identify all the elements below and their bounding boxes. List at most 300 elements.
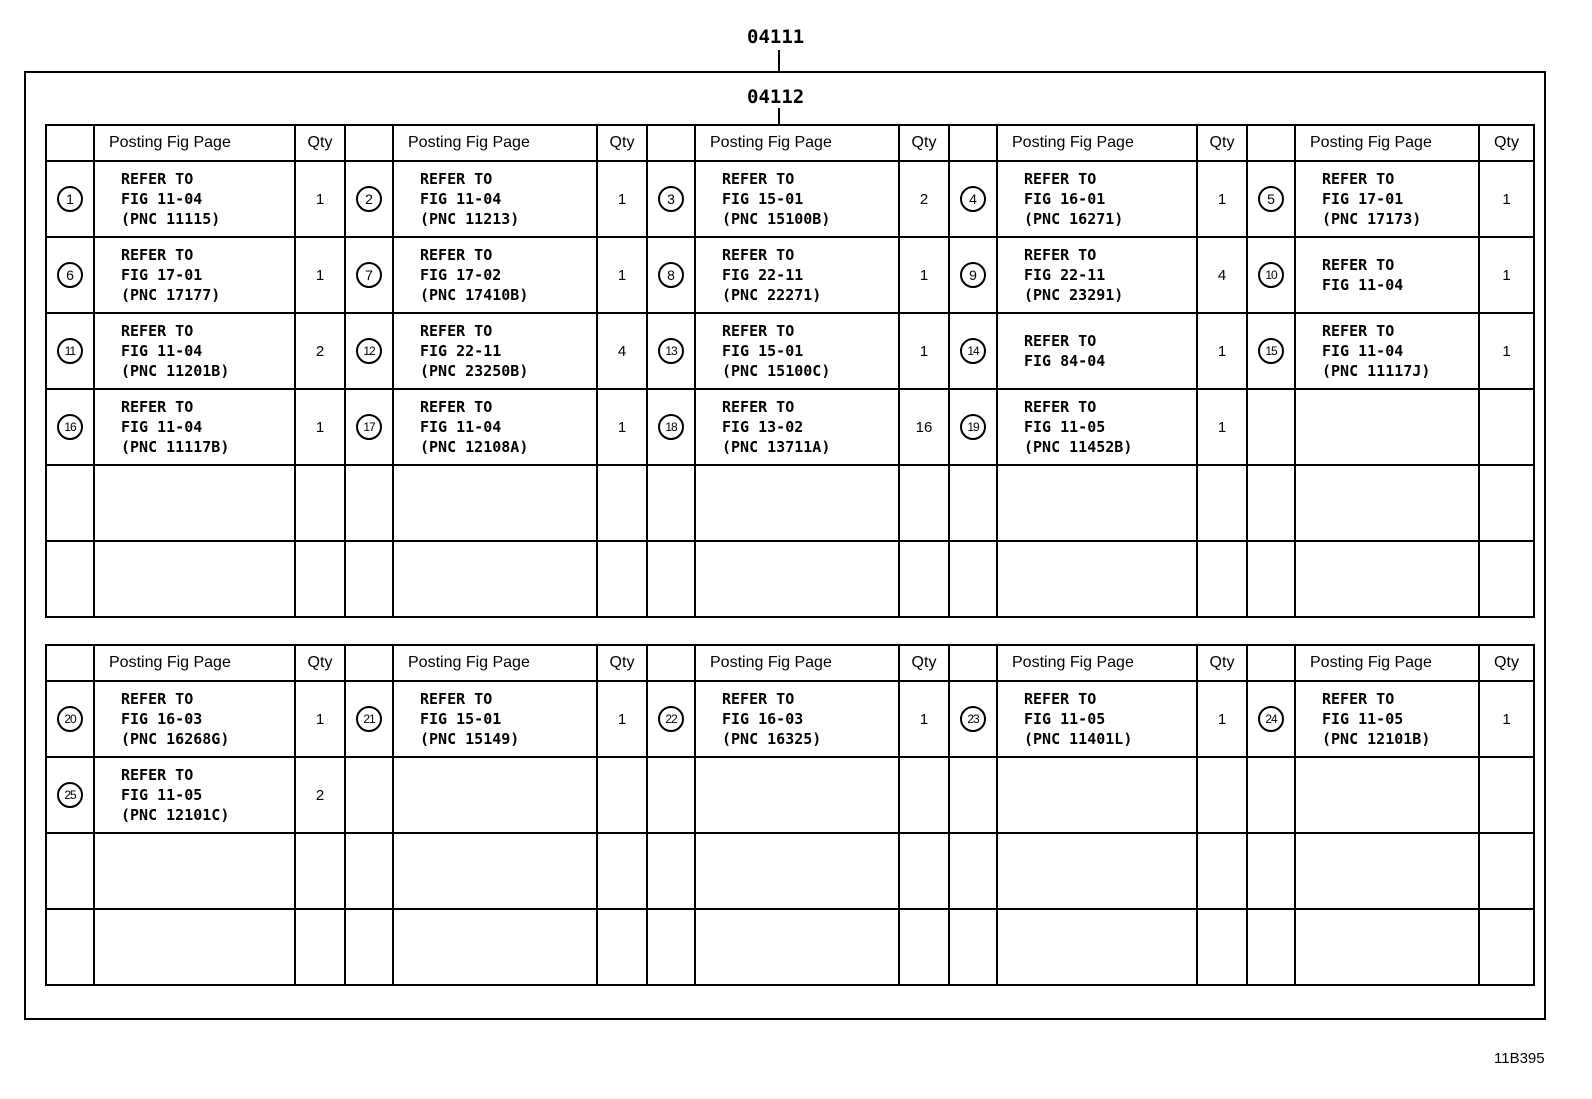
- header-posting-fig-page: Posting Fig Page: [393, 125, 597, 161]
- qty-cell: [899, 465, 949, 541]
- reference-line: (PNC 11115): [121, 210, 221, 228]
- reference-cell: [94, 313, 295, 389]
- reference-line: FIG 15-01: [722, 342, 804, 360]
- reference-text: [394, 689, 596, 749]
- item-number-cell: [949, 313, 997, 389]
- item-number-cell: [345, 161, 393, 237]
- reference-text: [95, 689, 294, 749]
- reference-cell: [1295, 161, 1479, 237]
- qty-value: 1: [1217, 190, 1227, 208]
- item-number-cell: [949, 681, 997, 757]
- reference-cell: [695, 757, 899, 833]
- reference-text: [1296, 255, 1478, 295]
- reference-line: FIG 13-02: [722, 418, 804, 436]
- item-number-badge: 9: [960, 262, 986, 288]
- qty-cell: [295, 313, 345, 389]
- header-qty: Qty: [899, 645, 949, 681]
- reference-table-upper: [45, 124, 1535, 618]
- reference-line: REFER TO: [722, 398, 795, 416]
- reference-text: [696, 169, 898, 229]
- reference-line: FIG 16-03: [121, 710, 203, 728]
- qty-value: 1: [617, 710, 627, 728]
- reference-line: REFER TO: [121, 322, 194, 340]
- reference-cell: [393, 681, 597, 757]
- reference-line: (PNC 16325): [722, 730, 822, 748]
- reference-line: FIG 84-04: [1024, 352, 1106, 370]
- qty-cell: [1479, 161, 1534, 237]
- qty-value: 2: [919, 190, 929, 208]
- header-qty: Qty: [597, 125, 647, 161]
- item-number-badge: 13: [658, 338, 684, 364]
- qty-cell: [1479, 541, 1534, 617]
- qty-cell: [1479, 757, 1534, 833]
- item-number-cell: [1247, 161, 1295, 237]
- item-number-cell: [46, 465, 94, 541]
- reference-cell: [695, 237, 899, 313]
- table-header-row: [46, 125, 1534, 161]
- reference-line: REFER TO: [121, 170, 194, 188]
- item-number-cell: [1247, 237, 1295, 313]
- qty-value: 1: [315, 710, 325, 728]
- qty-cell: [597, 541, 647, 617]
- item-number-badge: 15: [1258, 338, 1284, 364]
- reference-line: FIG 11-04: [420, 418, 502, 436]
- table-row: [46, 161, 1534, 237]
- header-number-cell: [949, 125, 997, 161]
- item-number-cell: [1247, 681, 1295, 757]
- reference-cell: [94, 909, 295, 985]
- reference-cell: [997, 757, 1197, 833]
- reference-cell: [393, 389, 597, 465]
- item-number-cell: [647, 465, 695, 541]
- item-number-cell: [46, 237, 94, 313]
- reference-line: FIG 11-05: [1322, 710, 1404, 728]
- reference-line: REFER TO: [1322, 322, 1395, 340]
- header-number-cell: [647, 645, 695, 681]
- reference-line: REFER TO: [1024, 332, 1097, 350]
- item-number-badge: 5: [1258, 186, 1284, 212]
- reference-cell: [695, 909, 899, 985]
- reference-text: [998, 331, 1196, 371]
- reference-cell: [1295, 909, 1479, 985]
- reference-cell: [94, 389, 295, 465]
- item-number-badge: 1: [57, 186, 83, 212]
- reference-text: [1296, 689, 1478, 749]
- qty-value: 4: [1217, 266, 1227, 284]
- item-number-cell: [1247, 541, 1295, 617]
- header-posting-fig-page: Posting Fig Page: [695, 125, 899, 161]
- reference-text: [95, 321, 294, 381]
- reference-line: (PNC 11117B): [121, 438, 230, 456]
- header-posting-fig-page: Posting Fig Page: [1295, 645, 1479, 681]
- reference-cell: [1295, 313, 1479, 389]
- qty-cell: [899, 757, 949, 833]
- header-posting-fig-page: Posting Fig Page: [393, 645, 597, 681]
- qty-value: 1: [1217, 418, 1227, 436]
- qty-cell: [899, 909, 949, 985]
- reference-line: REFER TO: [722, 170, 795, 188]
- qty-cell: [295, 389, 345, 465]
- reference-cell: [695, 681, 899, 757]
- qty-cell: [1197, 389, 1247, 465]
- reference-line: REFER TO: [121, 766, 194, 784]
- reference-line: FIG 11-05: [1024, 710, 1106, 728]
- reference-cell: [393, 541, 597, 617]
- reference-cell: [997, 541, 1197, 617]
- qty-cell: [1197, 681, 1247, 757]
- reference-text: [998, 397, 1196, 457]
- reference-cell: [997, 161, 1197, 237]
- qty-value: 1: [1502, 710, 1511, 728]
- reference-cell: [1295, 237, 1479, 313]
- item-number-cell: [647, 757, 695, 833]
- header-number-cell: [46, 125, 94, 161]
- reference-line: REFER TO: [121, 690, 194, 708]
- reference-text: [696, 321, 898, 381]
- header-number-cell: [345, 645, 393, 681]
- item-number-cell: [1247, 757, 1295, 833]
- reference-cell: [997, 465, 1197, 541]
- qty-cell: [1479, 833, 1534, 909]
- reference-line: REFER TO: [722, 246, 795, 264]
- reference-line: (PNC 11401L): [1024, 730, 1133, 748]
- reference-line: FIG 16-03: [722, 710, 804, 728]
- reference-line: (PNC 22271): [722, 286, 822, 304]
- reference-cell: [997, 313, 1197, 389]
- item-number-cell: [949, 757, 997, 833]
- qty-cell: [597, 161, 647, 237]
- reference-cell: [695, 541, 899, 617]
- reference-cell: [393, 237, 597, 313]
- qty-cell: [597, 237, 647, 313]
- reference-line: (PNC 12101C): [121, 806, 230, 824]
- qty-cell: [597, 909, 647, 985]
- qty-value: 1: [1502, 266, 1511, 284]
- qty-cell: [1479, 681, 1534, 757]
- reference-cell: [997, 389, 1197, 465]
- reference-text: [696, 689, 898, 749]
- qty-cell: [1479, 237, 1534, 313]
- reference-text: [95, 765, 294, 825]
- item-number-cell: [647, 313, 695, 389]
- qty-cell: [295, 541, 345, 617]
- reference-text: [95, 169, 294, 229]
- item-number-badge: 25: [57, 782, 83, 808]
- reference-cell: [393, 909, 597, 985]
- qty-cell: [1479, 389, 1534, 465]
- reference-cell: [1295, 465, 1479, 541]
- qty-cell: [1197, 313, 1247, 389]
- reference-cell: [1295, 681, 1479, 757]
- table-row: [46, 833, 1534, 909]
- reference-line: FIG 11-04: [1322, 342, 1404, 360]
- reference-text: [95, 397, 294, 457]
- header-qty: Qty: [295, 645, 345, 681]
- reference-line: FIG 16-01: [1024, 190, 1106, 208]
- item-number-cell: [46, 757, 94, 833]
- header-number-cell: [647, 125, 695, 161]
- reference-cell: [997, 909, 1197, 985]
- reference-text: [998, 169, 1196, 229]
- reference-line: (PNC 16268G): [121, 730, 230, 748]
- reference-line: (PNC 17173): [1322, 210, 1422, 228]
- header-posting-fig-page: Posting Fig Page: [94, 645, 295, 681]
- qty-cell: [1197, 237, 1247, 313]
- header-number-cell: [949, 645, 997, 681]
- reference-line: (PNC 17410B): [420, 286, 529, 304]
- qty-value: 2: [315, 342, 325, 360]
- qty-cell: [295, 237, 345, 313]
- qty-value: 1: [919, 710, 929, 728]
- reference-cell: [94, 833, 295, 909]
- reference-line: FIG 11-04: [121, 342, 203, 360]
- qty-value: 1: [617, 418, 627, 436]
- header-posting-fig-page: Posting Fig Page: [997, 125, 1197, 161]
- reference-line: REFER TO: [1024, 246, 1097, 264]
- reference-line: FIG 11-05: [1024, 418, 1106, 436]
- reference-cell: [393, 161, 597, 237]
- item-number-badge: 16: [57, 414, 83, 440]
- qty-cell: [597, 681, 647, 757]
- qty-value: 1: [919, 266, 929, 284]
- header-number-cell: [1247, 125, 1295, 161]
- item-number-badge: 3: [658, 186, 684, 212]
- reference-line: REFER TO: [1322, 256, 1395, 274]
- reference-cell: [393, 833, 597, 909]
- item-number-cell: [949, 465, 997, 541]
- reference-line: FIG 22-11: [1024, 266, 1106, 284]
- reference-line: REFER TO: [420, 246, 493, 264]
- reference-line: FIG 11-04: [1322, 276, 1404, 294]
- item-number-badge: 11: [57, 338, 83, 364]
- reference-cell: [695, 389, 899, 465]
- reference-cell: [997, 681, 1197, 757]
- qty-cell: [1479, 465, 1534, 541]
- header-posting-fig-page: Posting Fig Page: [94, 125, 295, 161]
- qty-cell: [1197, 909, 1247, 985]
- item-number-cell: [949, 541, 997, 617]
- reference-cell: [94, 541, 295, 617]
- item-number-cell: [345, 909, 393, 985]
- reference-cell: [94, 757, 295, 833]
- reference-line: FIG 17-01: [121, 266, 203, 284]
- item-number-cell: [949, 833, 997, 909]
- reference-line: REFER TO: [420, 322, 493, 340]
- reference-line: REFER TO: [420, 690, 493, 708]
- reference-text: [1296, 169, 1478, 229]
- item-number-badge: 6: [57, 262, 83, 288]
- header-qty: Qty: [597, 645, 647, 681]
- qty-value: 1: [315, 418, 325, 436]
- qty-cell: [295, 681, 345, 757]
- item-number-cell: [345, 833, 393, 909]
- reference-line: (PNC 23291): [1024, 286, 1124, 304]
- reference-line: FIG 17-01: [1322, 190, 1404, 208]
- item-number-badge: 7: [356, 262, 382, 288]
- header-qty: Qty: [1197, 125, 1247, 161]
- reference-line: REFER TO: [722, 322, 795, 340]
- qty-cell: [295, 465, 345, 541]
- reference-cell: [695, 161, 899, 237]
- outer-assembly-label: 04111: [747, 26, 805, 48]
- item-number-cell: [949, 389, 997, 465]
- item-number-badge: 24: [1258, 706, 1284, 732]
- reference-text: [998, 245, 1196, 305]
- reference-line: REFER TO: [121, 398, 194, 416]
- item-number-badge: 18: [658, 414, 684, 440]
- reference-cell: [695, 313, 899, 389]
- qty-value: 1: [617, 190, 627, 208]
- table-row: [46, 681, 1534, 757]
- qty-cell: [899, 313, 949, 389]
- reference-cell: [695, 465, 899, 541]
- reference-text: [394, 169, 596, 229]
- table-row: [46, 909, 1534, 985]
- reference-line: FIG 17-02: [420, 266, 502, 284]
- qty-cell: [295, 161, 345, 237]
- qty-cell: [1197, 833, 1247, 909]
- reference-line: FIG 15-01: [722, 190, 804, 208]
- item-number-badge: 8: [658, 262, 684, 288]
- item-number-badge: 23: [960, 706, 986, 732]
- header-number-cell: [345, 125, 393, 161]
- header-posting-fig-page: Posting Fig Page: [695, 645, 899, 681]
- header-qty: Qty: [1479, 645, 1534, 681]
- qty-cell: [295, 909, 345, 985]
- outer-leader-line: [778, 50, 780, 72]
- table-row: [46, 757, 1534, 833]
- reference-line: FIG 11-04: [420, 190, 502, 208]
- qty-value: 1: [1217, 342, 1227, 360]
- reference-line: REFER TO: [420, 170, 493, 188]
- qty-value: 1: [617, 266, 627, 284]
- header-number-cell: [46, 645, 94, 681]
- reference-line: FIG 11-05: [121, 786, 203, 804]
- item-number-cell: [647, 541, 695, 617]
- item-number-badge: 17: [356, 414, 382, 440]
- qty-cell: [899, 237, 949, 313]
- item-number-cell: [345, 389, 393, 465]
- item-number-cell: [647, 389, 695, 465]
- item-number-cell: [46, 313, 94, 389]
- item-number-cell: [1247, 313, 1295, 389]
- inner-assembly-label: 04112: [747, 86, 805, 108]
- reference-cell: [94, 237, 295, 313]
- qty-value: 1: [1502, 342, 1511, 360]
- item-number-badge: 12: [356, 338, 382, 364]
- reference-cell: [997, 833, 1197, 909]
- qty-cell: [597, 465, 647, 541]
- reference-cell: [94, 681, 295, 757]
- item-number-badge: 21: [356, 706, 382, 732]
- header-qty: Qty: [295, 125, 345, 161]
- item-number-cell: [46, 161, 94, 237]
- item-number-cell: [647, 161, 695, 237]
- header-posting-fig-page: Posting Fig Page: [1295, 125, 1479, 161]
- header-qty: Qty: [1197, 645, 1247, 681]
- reference-cell: [94, 465, 295, 541]
- qty-cell: [597, 833, 647, 909]
- qty-value: 1: [1502, 190, 1511, 208]
- item-number-cell: [46, 541, 94, 617]
- qty-cell: [295, 757, 345, 833]
- reference-line: (PNC 16271): [1024, 210, 1124, 228]
- reference-text: [394, 397, 596, 457]
- reference-text: [696, 245, 898, 305]
- qty-cell: [899, 161, 949, 237]
- item-number-badge: 2: [356, 186, 382, 212]
- item-number-cell: [1247, 465, 1295, 541]
- reference-cell: [1295, 757, 1479, 833]
- reference-text: [998, 689, 1196, 749]
- item-number-cell: [345, 465, 393, 541]
- qty-cell: [1479, 909, 1534, 985]
- qty-value: 1: [919, 342, 929, 360]
- item-number-cell: [949, 909, 997, 985]
- reference-line: (PNC 11452B): [1024, 438, 1133, 456]
- qty-cell: [899, 681, 949, 757]
- header-qty: Qty: [899, 125, 949, 161]
- reference-line: REFER TO: [1322, 690, 1395, 708]
- table-row: [46, 465, 1534, 541]
- reference-line: (PNC 11213): [420, 210, 520, 228]
- reference-text: [95, 245, 294, 305]
- qty-value: 4: [617, 342, 627, 360]
- reference-table-lower: [45, 644, 1535, 986]
- qty-cell: [1197, 541, 1247, 617]
- item-number-cell: [46, 833, 94, 909]
- reference-line: FIG 22-11: [722, 266, 804, 284]
- reference-line: REFER TO: [1024, 690, 1097, 708]
- qty-cell: [1479, 313, 1534, 389]
- item-number-cell: [46, 909, 94, 985]
- item-number-cell: [647, 237, 695, 313]
- item-number-cell: [647, 681, 695, 757]
- qty-value: 1: [315, 190, 325, 208]
- reference-line: (PNC 15149): [420, 730, 520, 748]
- reference-cell: [393, 465, 597, 541]
- reference-line: (PNC 11201B): [121, 362, 230, 380]
- reference-cell: [1295, 541, 1479, 617]
- catalog-number: 11B395: [1494, 1050, 1545, 1067]
- reference-cell: [1295, 833, 1479, 909]
- reference-text: [696, 397, 898, 457]
- qty-cell: [597, 389, 647, 465]
- header-qty: Qty: [1479, 125, 1534, 161]
- reference-line: (PNC 13711A): [722, 438, 831, 456]
- reference-line: REFER TO: [1024, 398, 1097, 416]
- table-row: [46, 541, 1534, 617]
- reference-cell: [94, 161, 295, 237]
- header-posting-fig-page: Posting Fig Page: [997, 645, 1197, 681]
- reference-line: (PNC 12101B): [1322, 730, 1431, 748]
- qty-cell: [597, 757, 647, 833]
- reference-line: (PNC 12108A): [420, 438, 529, 456]
- reference-text: [394, 321, 596, 381]
- reference-cell: [1295, 389, 1479, 465]
- item-number-cell: [647, 909, 695, 985]
- reference-line: FIG 11-04: [121, 418, 203, 436]
- reference-line: REFER TO: [420, 398, 493, 416]
- reference-cell: [393, 757, 597, 833]
- qty-cell: [1197, 465, 1247, 541]
- item-number-cell: [1247, 389, 1295, 465]
- reference-line: (PNC 15100B): [722, 210, 831, 228]
- reference-line: REFER TO: [1024, 170, 1097, 188]
- item-number-cell: [949, 161, 997, 237]
- qty-cell: [899, 833, 949, 909]
- item-number-cell: [647, 833, 695, 909]
